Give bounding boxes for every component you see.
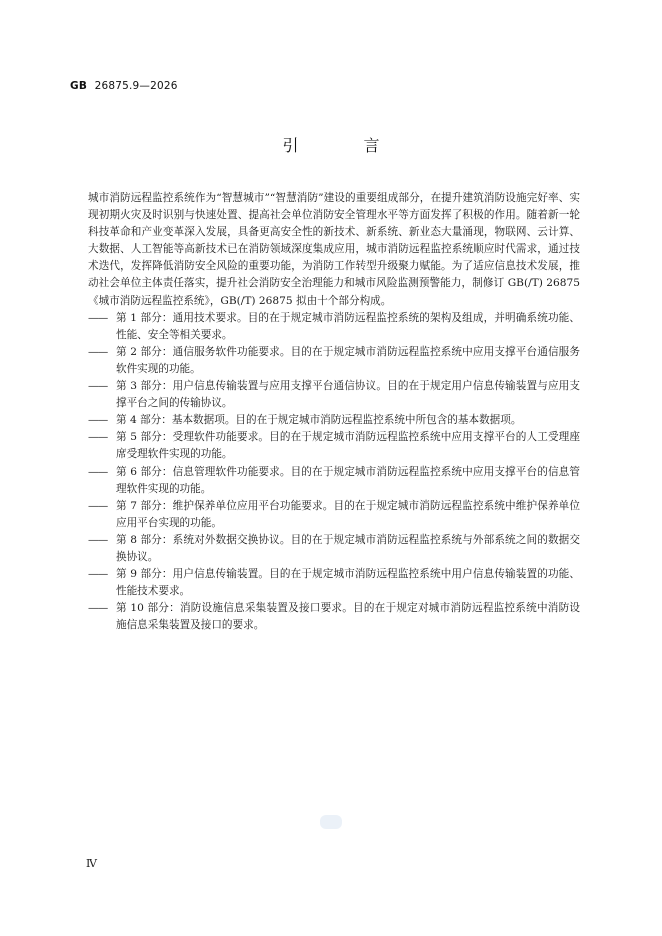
part-text: 第 8 部分：系统对外数据交换协议。目的在于规定城市消防远程监控系统与外部系统之间的数据交换协议。 — [116, 533, 580, 563]
parts-list — [88, 310, 580, 635]
list-item — [88, 429, 580, 463]
document-body — [88, 190, 580, 634]
list-item — [88, 498, 580, 532]
list-dash: —— — [88, 465, 108, 478]
page-number: Ⅳ — [86, 857, 97, 870]
part-text: 第 9 部分：用户信息传输装置。目的在于规定城市消防远程监控系统中用户信息传输装置的功能、性能技术要求。 — [116, 568, 580, 598]
list-item — [88, 600, 580, 634]
part-text: 第 1 部分：通用技术要求。目的在于规定城市消防远程监控系统的架构及组成，并明确系统功能、性能、安全等相关要求。 — [116, 311, 580, 341]
list-dash: —— — [88, 345, 108, 358]
part-text: 第 4 部分：基本数据项。目的在于规定城市消防远程监控系统中所包含的基本数据项。 — [116, 414, 522, 427]
list-item — [88, 566, 580, 600]
list-dash: —— — [88, 602, 108, 615]
list-item — [88, 378, 580, 412]
standard-code — [70, 80, 178, 92]
list-item — [88, 344, 580, 378]
part-text: 第 7 部分：维护保养单位应用平台功能要求。目的在于规定城市消防远程监控系统中维护保养单位应用平台实现的功能。 — [116, 499, 580, 529]
list-dash: —— — [88, 533, 108, 546]
list-item — [88, 310, 580, 344]
list-dash: —— — [88, 431, 108, 444]
list-item — [88, 464, 580, 498]
watermark-logo — [320, 815, 342, 829]
part-text: 第 3 部分：用户信息传输装置与应用支撑平台通信协议。目的在于规定用户信息传输装置与应用支撑平台之间的传输协议。 — [116, 380, 580, 410]
part-text: 第 5 部分：受理软件功能要求。目的在于规定城市消防远程监控系统中应用支撑平台的人工受理座席受理软件实现的功能。 — [116, 431, 580, 461]
intro-paragraph: 城市消防远程监控系统作为“智慧城市”“智慧消防”建设的重要组成部分，在提升建筑消防设施完好率、实现初期火灾及时识别与快速处置、提高社会单位消防安全管理水平等方面发挥了积极的作用。随着新一轮科技革命和产业变革深入发展，具备更高安全性的新技术、新系统、新业态大量涌现，物联网、云计算、大数据、人工智能等高新技术已在消防领域深度集成应用，城市消防远程监控系统顺应时代需求，通过技术迭代，发挥降低消防安全风险的重要功能，为消防工作转型升级聚力赋能。为了适应信息技术发展，推动社会单位主体责任落实，提升社会消防安全治理能力和城市风险监测预警能力，制修订 GB(/T) 26875《城市消防远程监控系统》，GB(/T) 26875 拟由十个部分构成。 — [88, 192, 580, 307]
list-dash: —— — [88, 380, 108, 393]
list-item — [88, 532, 580, 566]
list-dash: —— — [88, 414, 108, 427]
list-item — [88, 412, 580, 429]
list-dash: —— — [88, 311, 108, 324]
page-title: 引 言 — [282, 136, 410, 155]
standard-code-number: 26875.9—2026 — [94, 80, 178, 92]
list-dash: —— — [88, 568, 108, 581]
standard-code-prefix: GB — [70, 80, 88, 92]
part-text: 第 6 部分：信息管理软件功能要求。目的在于规定城市消防远程监控系统中应用支撑平台的信息管理软件实现的功能。 — [116, 465, 580, 495]
part-text: 第 10 部分：消防设施信息采集装置及接口要求。目的在于规定对城市消防远程监控系统中消防设施信息采集装置及接口的要求。 — [116, 602, 580, 632]
list-dash: —— — [88, 499, 108, 512]
part-text: 第 2 部分：通信服务软件功能要求。目的在于规定城市消防远程监控系统中应用支撑平台通信服务软件实现的功能。 — [116, 345, 580, 375]
